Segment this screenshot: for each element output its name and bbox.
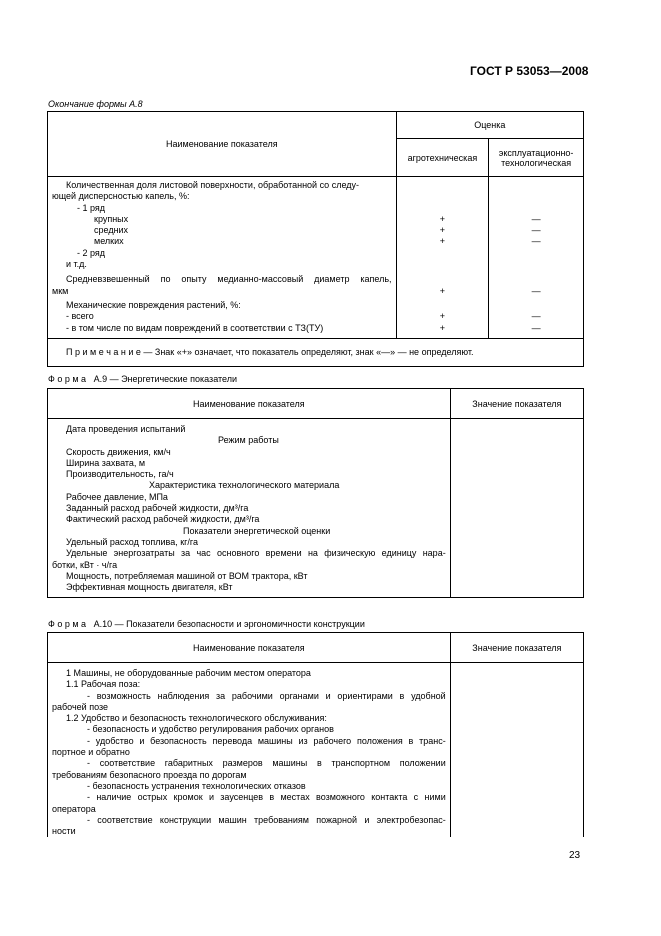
form-a9-names — [48, 419, 451, 598]
col-name-header: Наименование показателя — [48, 389, 451, 419]
form-a10-names — [48, 663, 451, 838]
col-value-header: Значение показателя — [450, 389, 583, 419]
row-text: - соответствие конструкции машин требованиям пожарной и электробезопас- — [87, 814, 446, 825]
row-text: - всего — [66, 311, 94, 322]
row-text: Средневзвешенный по опыту медианно-массовый диаметр капель, — [66, 274, 392, 285]
row-text: 1.1 Рабочая поза: — [66, 679, 141, 690]
row-text: ботки, кВт · ч/га — [52, 559, 118, 570]
row-text: портное и обратно — [52, 747, 130, 758]
form-a9-caption: Ф о р м а А.9 — Энергетические показатели — [48, 374, 238, 384]
col-name-header: Наименование показателя — [48, 633, 451, 663]
row-text: - соответствие габаритных размеров машины в транспортном положении — [87, 758, 446, 769]
form-a8-expl-values — [489, 177, 584, 339]
row-text: Дата проведения испытаний — [66, 424, 186, 434]
row-subheading: Режим работы — [218, 435, 279, 446]
row-text: - в том числе по видам повреждений в соответствии с ТЗ(ТУ) — [66, 322, 324, 333]
row-text: рабочей позе — [52, 701, 109, 712]
row-text: Механические повреждения растений, %: — [66, 299, 241, 310]
row-text: - возможность наблюдения за рабочими органами и ориентирами в удобной — [87, 690, 446, 701]
row-text: мкм — [52, 285, 69, 296]
agro-mark: + — [439, 236, 446, 247]
col-expl-header: эксплуатационно- технологическая — [489, 139, 584, 177]
row-text: Заданный расход рабочей жидкости, дм³/га — [66, 503, 249, 514]
expl-mark: — — [531, 236, 541, 247]
form-a8-table — [47, 111, 584, 367]
row-text: и т.д. — [66, 259, 87, 270]
row-text: Мощность, потребляемая машиной от ВОМ трактора, кВт — [66, 570, 308, 581]
form-a9-table — [47, 388, 584, 598]
form-a9-values — [450, 419, 583, 598]
row-text: Эффективная мощность двигателя, кВт — [66, 582, 233, 593]
agro-mark: + — [439, 311, 446, 322]
row-text: Ширина захвата, м — [66, 457, 146, 468]
row-text: Фактический расход рабочей жидкости, дм³/га — [66, 514, 260, 525]
col-agro-header: агротехническая — [396, 139, 489, 177]
row-subheading: Показатели энергетической оценки — [183, 525, 331, 536]
agro-mark: + — [439, 213, 446, 224]
row-text: крупных — [94, 213, 129, 224]
row-text: - 2 ряд — [77, 247, 106, 258]
row-text: Производительность, га/ч — [66, 469, 174, 480]
form-a8-note: П р и м е ч а н и е — Знак «+» означает, что показатель определяют, знак «—» — не определяют. — [48, 338, 584, 366]
expl-mark: — — [531, 225, 541, 236]
expl-mark: — — [531, 213, 541, 224]
form-a8-names — [48, 177, 397, 339]
expl-mark: — — [531, 322, 541, 333]
row-text: оператора — [52, 803, 96, 814]
form-a8-agro-values — [396, 177, 489, 339]
row-text: - 1 ряд — [77, 202, 106, 213]
row-text: средних — [94, 225, 129, 236]
row-text: 1.2 Удобство и безопасность технологического обслуживания: — [66, 713, 327, 724]
row-text: Скорость движения, км/ч — [66, 446, 171, 457]
form-a10-table — [47, 632, 584, 837]
expl-mark: — — [531, 285, 541, 296]
row-text: Удельный расход топлива, кг/га — [66, 536, 199, 547]
row-text: 1 Машины, не оборудованные рабочим местом оператора — [66, 668, 311, 678]
col-group-header: Оценка — [396, 112, 583, 139]
row-text: - безопасность и удобство регулирования рабочих органов — [87, 724, 334, 735]
row-text: - наличие острых кромок и заусенцев в местах возможного контакта с ними — [87, 792, 446, 803]
row-text: - безопасность устранения технологических отказов — [87, 780, 306, 791]
form-a10-values — [450, 663, 583, 838]
page-number: 23 — [569, 850, 581, 861]
form-a10-caption: Ф о р м а А.10 — Показатели безопасности и эргономичности конструкции — [48, 619, 365, 629]
expl-mark: — — [531, 311, 541, 322]
row-text: Рабочее давление, МПа — [66, 491, 168, 502]
form-a8-caption: Окончание формы А.8 — [48, 99, 143, 109]
col-value-header: Значение показателя — [450, 633, 583, 663]
agro-mark: + — [439, 285, 446, 296]
agro-mark: + — [439, 322, 446, 333]
agro-mark: + — [439, 225, 446, 236]
row-text: Количественная доля листовой поверхности, обработанной со следу- — [66, 180, 359, 190]
row-subheading: Характеристика технологического материала — [149, 480, 340, 491]
row-text: мелких — [94, 236, 124, 247]
row-text: ющей дисперсностью капель, %: — [52, 191, 190, 202]
col-name-header: Наименование показателя — [48, 112, 397, 177]
row-text: требованиям безопасного проезда по дорогам — [52, 769, 247, 780]
row-text: - удобство и безопасность перевода машины из рабочего положения в транс- — [87, 735, 446, 746]
row-text: Удельные энергозатраты за час основного времени на физическую единицу нара- — [66, 548, 446, 559]
row-text: ности — [52, 826, 76, 837]
document-code: ГОСТ Р 53053—2008 — [470, 64, 589, 78]
